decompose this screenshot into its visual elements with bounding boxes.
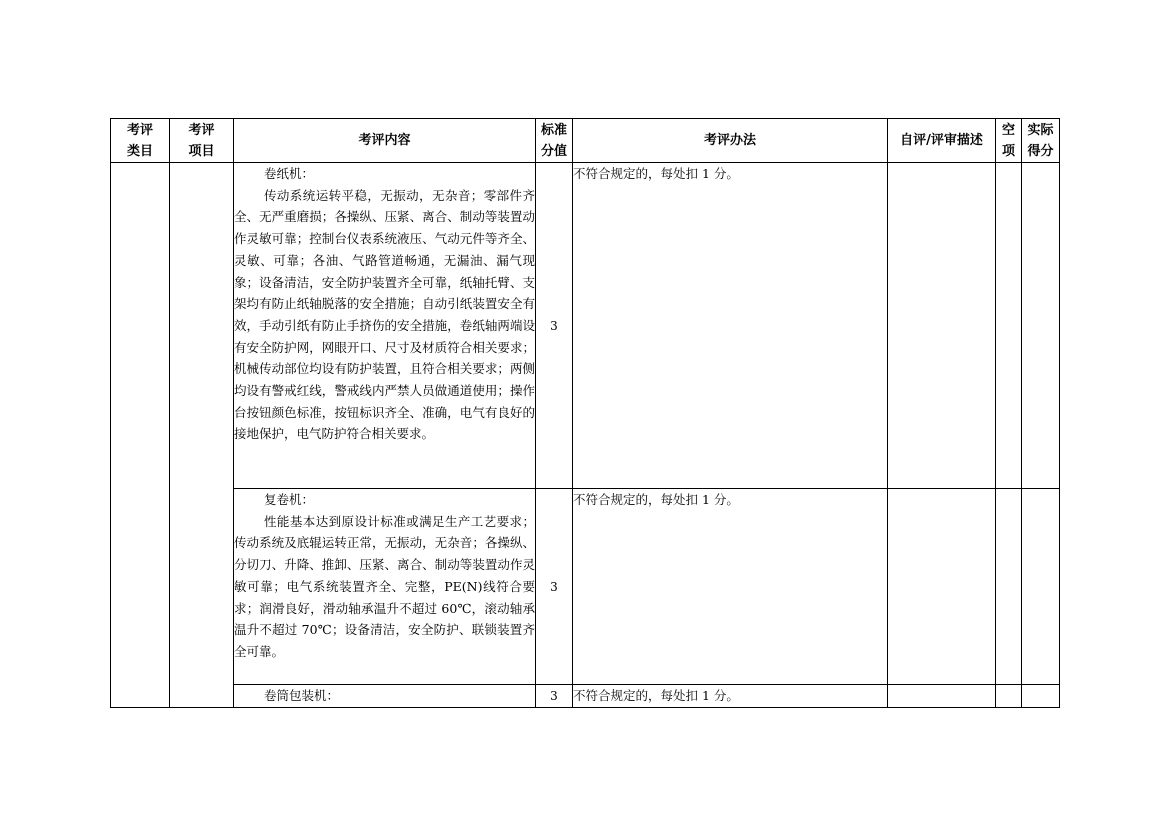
empty-cell xyxy=(996,163,1022,489)
header-item: 考评 项目 xyxy=(170,119,234,163)
review-cell xyxy=(888,489,996,685)
review-cell xyxy=(888,163,996,489)
header-category: 考评 类目 xyxy=(111,119,170,163)
content-title: 卷纸机： xyxy=(264,166,315,181)
content-title: 复卷机： xyxy=(264,492,315,507)
content-title: 卷筒包装机： xyxy=(264,688,340,703)
empty-cell xyxy=(996,685,1022,708)
category-cell xyxy=(111,163,170,708)
header-row xyxy=(111,119,1060,163)
content-cell xyxy=(234,685,536,708)
empty-cell xyxy=(996,489,1022,685)
header-content: 考评内容 xyxy=(234,119,536,163)
header-score: 标准 分值 xyxy=(536,119,573,163)
actual-score-cell xyxy=(1022,163,1060,489)
content-body: 性能基本达到原设计标准或满足生产工艺要求；传动系统及底辊运转正常，无振动，无杂音；各操纵、分切刀、升降、推卸、压紧、离合、制动等装置动作灵敏可靠；电气系统装置齐全、完整，PE(N)线符合要求；润滑良好，滑动轴承温升不超过 60℃，滚动轴承温升不超过 70℃；设备清洁，安全防护、联锁装置齐全可靠。 xyxy=(234,513,535,659)
method-cell: 不符合规定的，每处扣 1 分。 xyxy=(573,489,888,685)
actual-score-cell xyxy=(1022,489,1060,685)
header-method: 考评办法 xyxy=(573,119,888,163)
table-row xyxy=(111,163,1060,489)
review-cell xyxy=(888,685,996,708)
content-cell xyxy=(234,163,536,489)
table-row xyxy=(111,489,1060,685)
method-cell: 不符合规定的，每处扣 1 分。 xyxy=(573,163,888,489)
item-cell xyxy=(170,163,234,708)
table-row xyxy=(111,685,1060,708)
header-actual: 实际 得分 xyxy=(1022,119,1060,163)
content-body: 传动系统运转平稳，无振动，无杂音；零部件齐全、无严重磨损；各操纵、压紧、离合、制动等装置动作灵敏可靠；控制台仪表系统液压、气动元件等齐全、灵敏、可靠；各油、气路管道畅通，无漏油、漏气现象；设备清洁，安全防护装置齐全可靠，纸轴托臂、支架均有防止纸轴脱落的安全措施；自动引纸装置安全有效，手动引纸有防止手挤伤的安全措施，卷纸轴两端设有安全防护网，网眼开口、尺寸及材质符合相关要求；机械传动部位均设有防护装置，且符合相关要求；两侧均设有警戒红线，警戒线内严禁人员做通道使用；操作台按钮颜色标准，按钮标识齐全、准确，电气有良好的接地保护，电气防护符合相关要求。 xyxy=(234,187,535,442)
actual-score-cell xyxy=(1022,685,1060,708)
score-cell: 3 xyxy=(536,489,573,685)
evaluation-table xyxy=(110,118,1060,708)
score-cell: 3 xyxy=(536,163,573,489)
content-cell xyxy=(234,489,536,685)
score-cell: 3 xyxy=(536,685,573,708)
header-empty: 空 项 xyxy=(996,119,1022,163)
method-cell: 不符合规定的，每处扣 1 分。 xyxy=(573,685,888,708)
header-review: 自评/评审描述 xyxy=(888,119,996,163)
